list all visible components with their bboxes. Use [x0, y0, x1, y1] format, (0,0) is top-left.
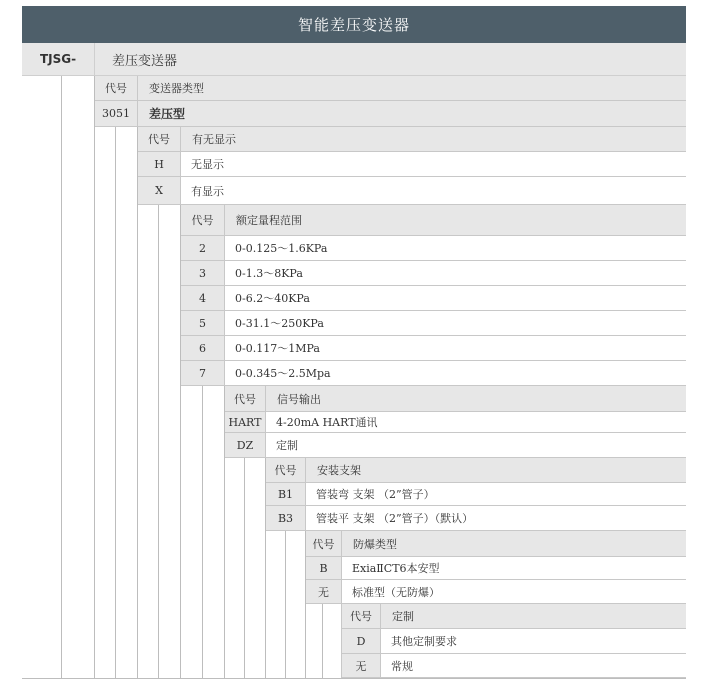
connector-line — [115, 127, 116, 678]
option-text: 0-0.125～1.6KPa — [224, 236, 686, 261]
connector-line — [158, 205, 159, 678]
connector-line — [94, 76, 95, 678]
section-code-header: 代号 — [224, 386, 265, 412]
bottom-baseline — [22, 678, 686, 679]
section-header: 信号输出 — [265, 386, 686, 412]
section-code-header: 代号 — [341, 604, 380, 629]
option-text: 0-0.345～2.5Mpa — [224, 361, 686, 386]
connector-line — [137, 127, 138, 678]
connector-line — [285, 531, 286, 678]
option-text: 无显示 — [180, 152, 686, 177]
option-code: 3051 — [94, 101, 137, 127]
option-text: 0-31.1～250KPa — [224, 311, 686, 336]
model-code: TJSG- — [22, 43, 94, 76]
section-header: 变送器类型 — [137, 76, 686, 101]
connector-line — [244, 458, 245, 678]
option-code: B1 — [265, 483, 305, 506]
option-code: 2 — [180, 236, 224, 261]
option-code: 5 — [180, 311, 224, 336]
option-text: 管装弯 支架 （2”管子） — [305, 483, 686, 506]
section-header: 定制 — [380, 604, 686, 629]
connector-line — [322, 604, 323, 678]
section-code-header: 代号 — [265, 458, 305, 483]
connector-line — [202, 386, 203, 678]
option-code: 7 — [180, 361, 224, 386]
option-text: 定制 — [265, 433, 686, 458]
option-code: B3 — [265, 506, 305, 531]
section-code-header: 代号 — [94, 76, 137, 101]
option-text: 4-20mA HART通讯 — [265, 412, 686, 433]
connector-line — [224, 386, 225, 678]
option-code: HART — [224, 412, 265, 433]
section-header: 防爆类型 — [341, 531, 686, 557]
section-code-header: 代号 — [137, 127, 180, 152]
option-code: 6 — [180, 336, 224, 361]
option-text: ExiaⅡCT6本安型 — [341, 557, 686, 580]
model-name: 差压变送器 — [94, 43, 686, 76]
option-text: 0-1.3～8KPa — [224, 261, 686, 286]
option-code: B — [305, 557, 341, 580]
option-text: 其他定制要求 — [380, 629, 686, 654]
connector-line — [305, 531, 306, 678]
section-header: 安装支架 — [305, 458, 686, 483]
connector-line — [265, 458, 266, 678]
option-code: 无 — [305, 580, 341, 604]
option-text: 0-0.117～1MPa — [224, 336, 686, 361]
option-text: 常规 — [380, 654, 686, 678]
option-text: 0-6.2～40KPa — [224, 286, 686, 311]
connector-line — [180, 205, 181, 678]
option-code: DZ — [224, 433, 265, 458]
option-code: X — [137, 177, 180, 205]
option-code: 3 — [180, 261, 224, 286]
section-header: 有无显示 — [180, 127, 686, 152]
option-text: 有显示 — [180, 177, 686, 205]
option-code: H — [137, 152, 180, 177]
option-code: D — [341, 629, 380, 654]
option-text: 管装平 支架 （2”管子）（默认） — [305, 506, 686, 531]
section-header: 额定量程范围 — [224, 205, 686, 236]
option-code: 无 — [341, 654, 380, 678]
section-code-header: 代号 — [180, 205, 224, 236]
option-code: 4 — [180, 286, 224, 311]
option-text: 差压型 — [137, 101, 686, 127]
connector-line — [61, 76, 62, 678]
section-code-header: 代号 — [305, 531, 341, 557]
option-text: 标准型（无防爆） — [341, 580, 686, 604]
page-title: 智能差压变送器 — [22, 6, 686, 43]
